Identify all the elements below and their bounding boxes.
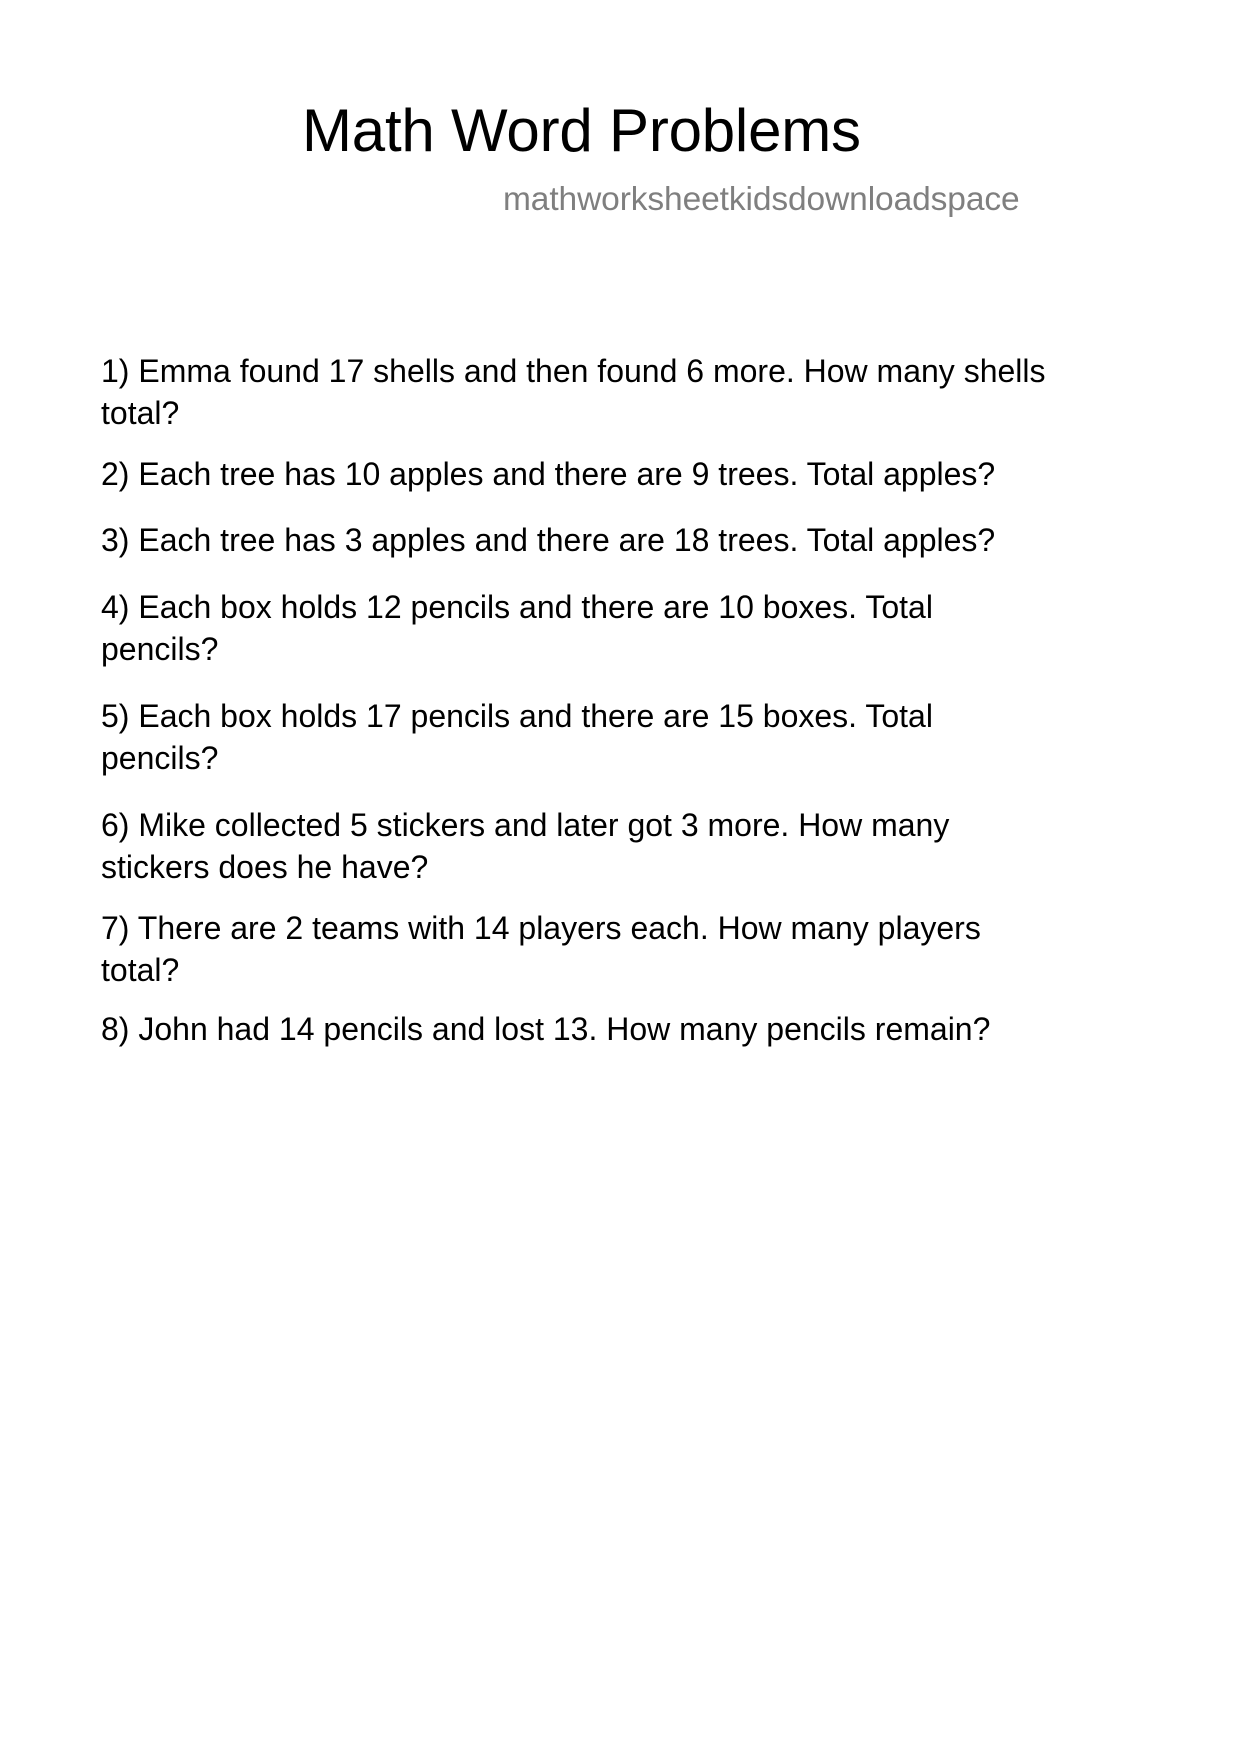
problem-text-line: stickers does he have? [101,849,429,885]
problem-item-3 [101,519,995,561]
problem-text-line: 7) There are 2 teams with 14 players each. How many players [101,910,981,946]
problem-text-line: total? [101,395,180,431]
problem-item-1 [101,350,1046,434]
problem-text-line: pencils? [101,740,219,776]
problem-item-7 [101,907,981,991]
problem-item-8 [101,1008,990,1050]
problem-text-line: 1) Emma found 17 shells and then found 6 more. How many shells [101,353,1046,389]
problem-text-line: 6) Mike collected 5 stickers and later got 3 more. How many [101,807,950,843]
problem-text-line: 4) Each box holds 12 pencils and there are 10 boxes. Total [101,589,933,625]
problem-text-line: 2) Each tree has 10 apples and there are 9 trees. Total apples? [101,456,996,492]
problem-text-line: 5) Each box holds 17 pencils and there are 15 boxes. Total [101,698,933,734]
problem-item-4 [101,586,933,670]
page-title: Math Word Problems [302,97,861,164]
problem-item-6 [101,804,949,888]
problem-item-2 [101,453,995,495]
problem-text-line: total? [101,952,180,988]
problem-text-line: pencils? [101,631,219,667]
watermark-subtitle: mathworksheetkidsdownloadspace [503,181,1020,218]
problem-text-line: 8) John had 14 pencils and lost 13. How many pencils remain? [101,1011,991,1047]
problem-text-line: 3) Each tree has 3 apples and there are 18 trees. Total apples? [101,522,996,558]
problem-item-5 [101,695,933,779]
